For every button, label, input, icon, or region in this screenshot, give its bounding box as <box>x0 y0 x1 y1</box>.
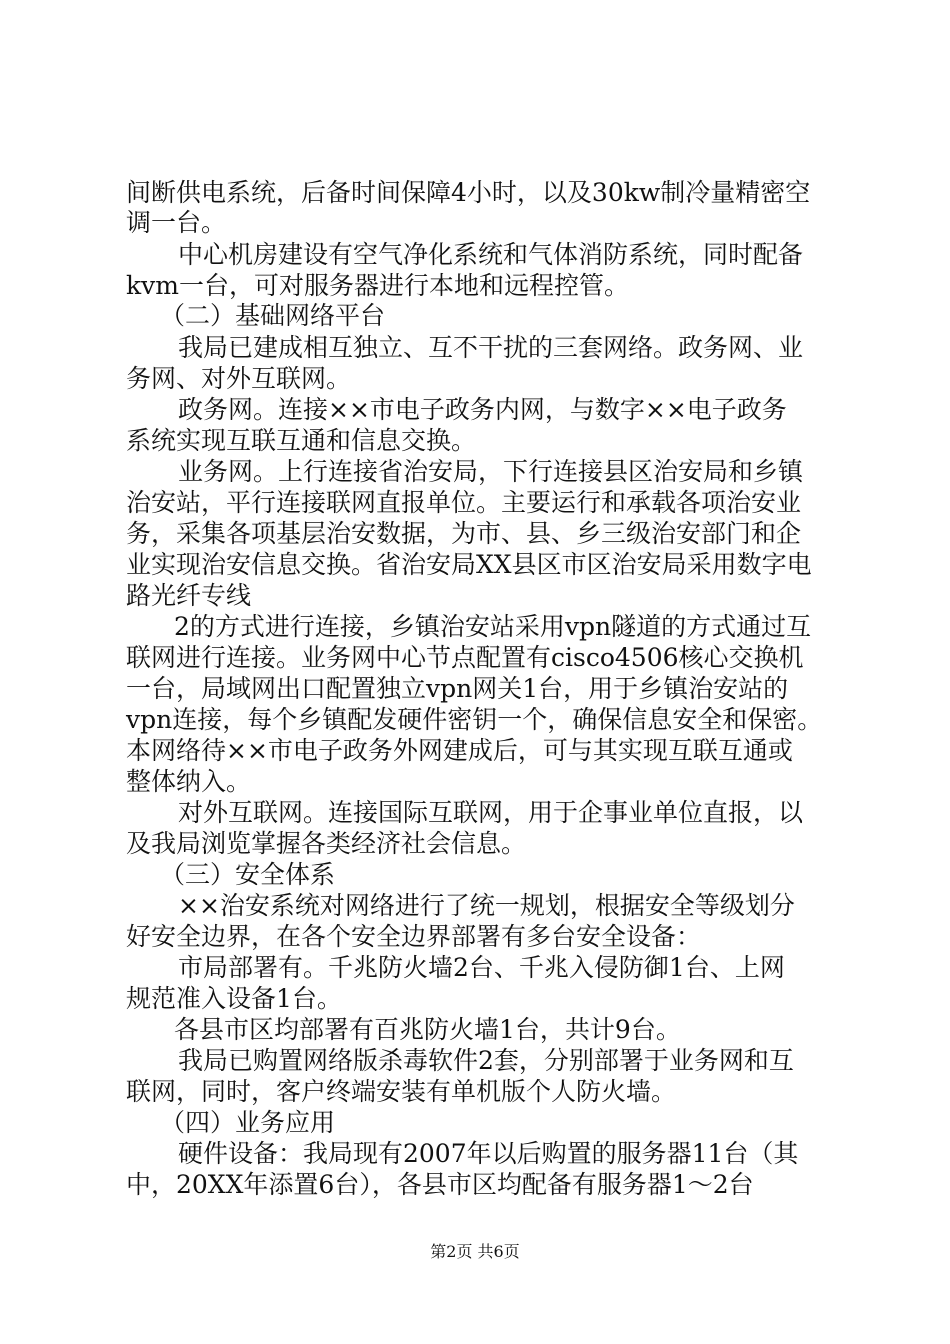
text-line: 间断供电系统，后备时间保障4小时，以及30kw制冷量精密空 <box>126 178 811 207</box>
text-line: 本网络待××市电子政务外网建成后，可与其实现互联互通或 <box>126 736 793 765</box>
text-line: 中心机房建设有空气净化系统和气体消防系统，同时配备 <box>178 240 804 269</box>
text-line: kvm一台，可对服务器进行本地和远程控管。 <box>126 271 629 300</box>
text-line: 整体纳入。 <box>126 767 252 796</box>
text-line: 政务网。连接××市电子政务内网，与数字××电子政务 <box>178 395 787 424</box>
text-line: 联网进行连接。业务网中心节点配置有cisco4506核心交换机 <box>126 643 804 672</box>
text-line: 治安站，平行连接联网直报单位。主要运行和承载各项治安业 <box>126 488 802 517</box>
text-line: 我局已购置网络版杀毒软件2套，分别部署于业务网和互 <box>178 1046 794 1075</box>
page-number-footer: 第2页 共6页 <box>430 1242 520 1261</box>
text-line: 市局部署有。千兆防火墙2台、千兆入侵防御1台、上网 <box>178 953 785 982</box>
text-line: 我局已建成相互独立、互不干扰的三套网络。政务网、业 <box>178 333 804 362</box>
text-line: ××治安系统对网络进行了统一规划，根据安全等级划分 <box>178 891 795 920</box>
section-heading: （四）业务应用 <box>160 1108 336 1137</box>
text-line: 各县市区均部署有百兆防火墙1台，共计9台。 <box>174 1015 681 1044</box>
text-line: 好安全边界，在各个安全边界部署有多台安全设备： <box>126 922 702 951</box>
text-line: 系统实现互联互通和信息交换。 <box>126 426 477 455</box>
text-line: 中，20XX年添置6台），各县市区均配备有服务器1～2台 <box>126 1170 754 1199</box>
text-line: 2的方式进行连接，乡镇治安站采用vpn隧道的方式通过互 <box>174 612 812 641</box>
text-line: 一台，局域网出口配置独立vpn网关1台，用于乡镇治安站的 <box>126 674 789 703</box>
text-line: 硬件设备：我局现有2007年以后购置的服务器11台（其 <box>178 1139 799 1168</box>
text-line: 务网、对外互联网。 <box>126 364 352 393</box>
text-line: 路光纤专线 <box>126 581 252 610</box>
text-line: 对外互联网。连接国际互联网，用于企事业单位直报，以 <box>178 798 804 827</box>
text-line: 联网，同时，客户终端安装有单机版个人防火墙。 <box>126 1077 677 1106</box>
section-heading: （三）安全体系 <box>160 860 336 889</box>
text-line: 规范准入设备1台。 <box>126 984 342 1013</box>
text-line: 务，采集各项基层治安数据，为市、县、乡三级治安部门和企 <box>126 519 802 548</box>
text-line: 调一台。 <box>126 208 227 237</box>
text-line: 业务网。上行连接省治安局，下行连接县区治安局和乡镇 <box>178 457 804 486</box>
section-heading: （二）基础网络平台 <box>160 301 386 330</box>
text-line: vpn连接，每个乡镇配发硬件密钥一个，确保信息安全和保密。 <box>126 705 823 734</box>
text-line: 业实现治安信息交换。省治安局XX县区市区治安局采用数字电 <box>126 550 812 579</box>
text-line: 及我局浏览掌握各类经济社会信息。 <box>126 829 527 858</box>
